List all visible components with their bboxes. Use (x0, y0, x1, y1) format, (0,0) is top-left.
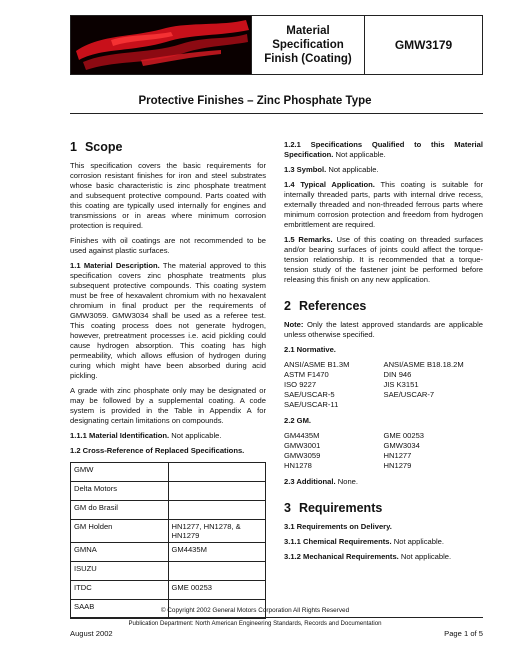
table-row: Delta Motors (71, 482, 266, 501)
list-item: HN1278 (284, 461, 312, 470)
paragraph: A grade with zinc phosphate only may be designated or may be followed by a supplemental coating. A code system is provided in the Table in Appendix A for designating certain limitations on compounds. (70, 386, 266, 425)
list-item: SAE/USCAR-11 (284, 400, 339, 409)
subheading-gm: 2.2 GM. (284, 416, 312, 425)
paragraph-symbol: 1.3 Symbol. Not applicable. (284, 165, 379, 174)
header-title (252, 16, 365, 74)
paragraph-additional: 2.3 Additional. None. (284, 477, 358, 486)
note: Note: Only the latest approved standards are applicable unless otherwise specified. (284, 320, 483, 339)
list-item: SAE/USCAR-7 (383, 390, 435, 399)
list-item: HN1279 (383, 461, 412, 470)
footer-date: August 2002 (70, 629, 113, 638)
paragraph-mechanical-requirements: 3.1.2 Mechanical Requirements. Not applicable. (284, 552, 452, 561)
left-column (70, 140, 266, 619)
list-item: ASTM F1470 (284, 370, 329, 379)
subheading-requirements-on-delivery: 3.1 Requirements on Delivery. (284, 522, 392, 531)
table-row: GMW (71, 463, 266, 482)
table-row: SAAB (71, 600, 266, 619)
footer-divider (70, 617, 483, 618)
gm-references-list (284, 431, 483, 471)
list-item: DIN 946 (383, 370, 412, 379)
list-item: ISO 9227 (284, 380, 317, 389)
table-row: GMNA GM4435M (71, 543, 266, 562)
list-item: GMW3001 (284, 441, 321, 450)
paragraph-material-description: 1.1 Material Description. The material approved to this specification covers zinc phosphate treatments plus subsequent protective compounds. This coating system must be free of hexavalent chromium with no hexavalent chromium in final product per the requirements of GMW3059. GMW3034 shall be used as a referee test. This coating process does not generate hydrogen, however, pretreatment processes i.e. acid pickling could cause hydrogen absorption. This coating has high permeability, which allows effusion of hydrogen during curing which might have been absorbed during acid pickling. (70, 261, 266, 380)
list-item: SAE/USCAR-5 (284, 390, 335, 399)
header-title-line: Specification (272, 39, 344, 51)
title-divider (70, 113, 483, 114)
table-row: ITDC GME 00253 (71, 581, 266, 600)
document-title: Protective Finishes – Zinc Phosphate Type (138, 95, 372, 107)
footer-page-number: Page 1 of 5 (444, 629, 483, 638)
paragraph-material-identification: 1.1.1 Material Identification. Not applicable. (70, 431, 222, 440)
paragraph-typical-application: 1.4 Typical Application. This coating is suitable for internally threaded parts, parts with internal drive recess, externally threaded and non-threaded ferrous parts where minimum corrosion protection and freedom from hydrogen embrittlement are required. (284, 180, 483, 229)
subheading-cross-reference: 1.2 Cross-Reference of Replaced Specifications. (70, 446, 245, 455)
footer-copyright: © Copyright 2002 General Motors Corporation All Rights Reserved (160, 607, 350, 614)
normative-references-list (284, 360, 483, 410)
list-item: GMW3059 (284, 451, 321, 460)
header-title-line: Finish (Coating) (264, 53, 352, 65)
red-flame-graphic (71, 16, 251, 74)
right-column (284, 140, 483, 567)
header-title-line: Material (286, 25, 330, 37)
subheading-normative: 2.1 Normative. (284, 345, 336, 354)
paragraph: Finishes with oil coatings are not recommended to be used against plastic surfaces. (70, 236, 266, 255)
section-heading-requirements: 3 Requirements (284, 501, 383, 515)
list-item: ANSI/ASME B1.3M (284, 360, 350, 369)
table-row: ISUZU (71, 562, 266, 581)
paragraph-specifications-qualified: 1.2.1 Specifications Qualified to this Material Specification. Not applicable. (284, 140, 483, 159)
paragraph: This specification covers the basic requirements for corrosion resistant finishes for iron and steel substrates whose basic characteristic is zinc phosphate treatment and subsequent protective compound. Parts coated with this coating are typically used internally for engines and transmissions or in areas where minimum corrosion protection is required. (70, 161, 266, 230)
paragraph-remarks: 1.5 Remarks. Use of this coating on threaded surfaces and/or bearing surfaces of joints could affect the torque-tension relationship. It is recommended that a torque-tension study of the fastener joint be performed before releasing this finish on any new application. (284, 235, 483, 284)
header-logo-image (71, 16, 252, 74)
footer-publication: Publication Department: North American Engineering Standards, Records and Documentation (128, 620, 382, 627)
cross-reference-table (70, 462, 266, 619)
table-row: GM Holden HN1277, HN1278, & HN1279 (71, 520, 266, 543)
list-item: ANSI/ASME B18.18.2M (383, 360, 464, 369)
list-item: HN1277 (383, 451, 412, 460)
spec-code: GMW3179 (394, 38, 453, 52)
header-box (70, 15, 483, 75)
section-heading-scope: 1 Scope (70, 140, 123, 154)
table-row: GM do Brasil (71, 501, 266, 520)
list-item: GMW3034 (383, 441, 420, 450)
list-item: GM4435M (284, 431, 320, 440)
section-heading-references: 2 References (284, 299, 367, 313)
list-item: JIS K3151 (383, 380, 419, 389)
paragraph-chemical-requirements: 3.1.1 Chemical Requirements. Not applicable. (284, 537, 444, 546)
list-item: GME 00253 (383, 431, 425, 440)
